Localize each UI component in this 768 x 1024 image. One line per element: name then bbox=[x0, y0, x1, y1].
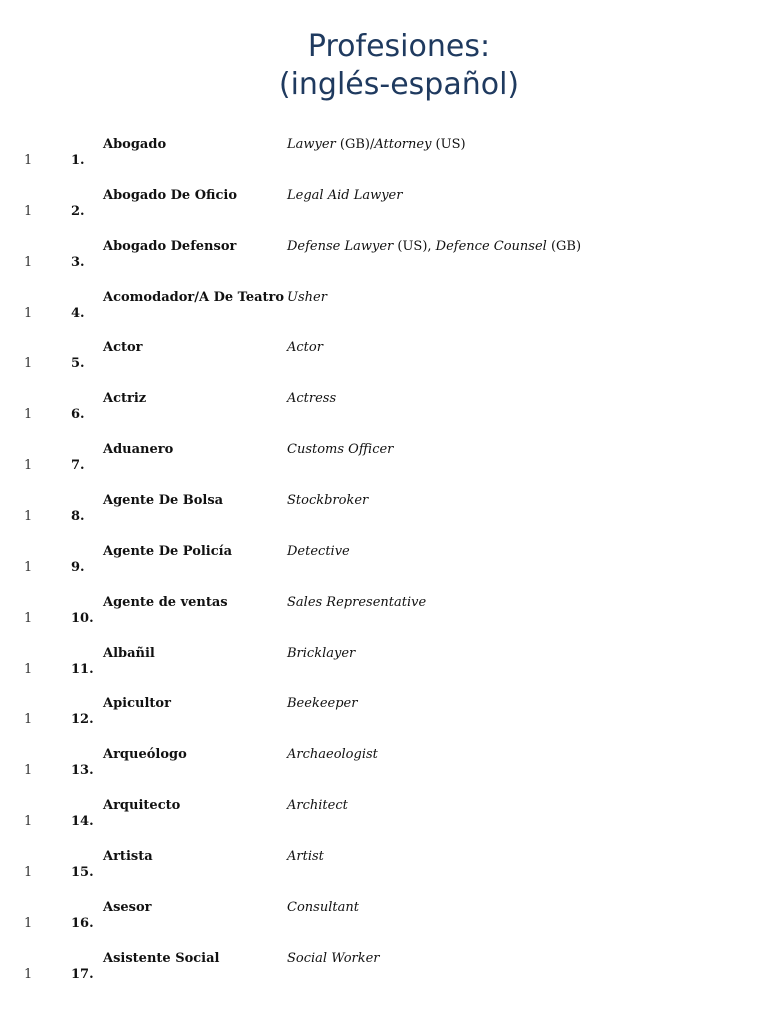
english-translation bbox=[287, 239, 581, 254]
list-item bbox=[0, 646, 768, 686]
spanish-term: Arquitecto bbox=[103, 798, 181, 814]
spanish-term: Acomodador/A De Teatro bbox=[103, 289, 285, 305]
margin-marker: 1 bbox=[24, 458, 33, 474]
list-item bbox=[0, 798, 768, 838]
english-translation bbox=[287, 798, 348, 813]
margin-marker: 1 bbox=[24, 559, 33, 575]
list-item bbox=[0, 493, 768, 533]
margin-marker: 1 bbox=[24, 864, 33, 880]
list-item bbox=[0, 595, 768, 635]
spanish-term: Aduanero bbox=[103, 442, 174, 458]
margin-marker: 1 bbox=[24, 305, 33, 321]
item-number: 10. bbox=[71, 610, 94, 626]
spanish-term: Artista bbox=[103, 848, 153, 864]
item-number: 7. bbox=[71, 458, 85, 474]
list-item bbox=[0, 188, 768, 228]
margin-marker: 1 bbox=[24, 203, 33, 219]
english-translation bbox=[287, 696, 357, 711]
margin-marker: 1 bbox=[24, 763, 33, 779]
spanish-term: Actor bbox=[103, 340, 143, 356]
translation-term: Consultant bbox=[287, 899, 359, 915]
item-number: 1. bbox=[71, 153, 85, 168]
english-translation bbox=[287, 646, 355, 661]
item-number: 8. bbox=[71, 508, 85, 524]
english-translation bbox=[287, 544, 350, 559]
margin-marker: 1 bbox=[24, 153, 33, 168]
list-item bbox=[0, 544, 768, 584]
item-number: 4. bbox=[71, 305, 85, 321]
item-number: 17. bbox=[71, 966, 94, 982]
english-translation bbox=[287, 747, 378, 762]
spanish-term: Agente de ventas bbox=[103, 594, 228, 610]
title-line-2: (inglés-español) bbox=[278, 67, 520, 102]
item-number: 5. bbox=[71, 356, 85, 372]
item-number: 6. bbox=[71, 407, 85, 423]
translation-term: Usher bbox=[287, 289, 327, 305]
region-note: (GB)/ bbox=[335, 137, 375, 152]
translation-term: Defence Counsel bbox=[435, 238, 547, 254]
translation-term: Archaeologist bbox=[287, 747, 378, 763]
english-translation bbox=[287, 391, 336, 406]
page-title bbox=[0, 28, 768, 104]
english-translation bbox=[287, 188, 402, 203]
spanish-term: Apicultor bbox=[103, 696, 171, 712]
item-number: 3. bbox=[71, 254, 85, 270]
translation-term: Customs Officer bbox=[287, 442, 394, 458]
list-item bbox=[0, 239, 768, 279]
margin-marker: 1 bbox=[24, 966, 33, 982]
margin-marker: 1 bbox=[24, 508, 33, 524]
spanish-term: Actriz bbox=[103, 391, 147, 407]
list-item bbox=[0, 696, 768, 736]
spanish-term: Abogado De Oficio bbox=[103, 187, 238, 203]
translation-term: Sales Representative bbox=[287, 594, 427, 610]
english-translation bbox=[287, 951, 380, 966]
margin-marker: 1 bbox=[24, 915, 33, 931]
list-item bbox=[0, 900, 768, 940]
item-number: 11. bbox=[71, 661, 94, 677]
item-number: 9. bbox=[71, 559, 85, 575]
translation-term: Detective bbox=[287, 543, 350, 559]
item-number: 12. bbox=[71, 712, 94, 728]
english-translation bbox=[287, 137, 466, 152]
translation-term: Actor bbox=[287, 340, 323, 356]
region-note: (GB) bbox=[546, 238, 582, 254]
margin-marker: 1 bbox=[24, 712, 33, 728]
spanish-term: Agente De Policía bbox=[103, 543, 233, 559]
list-item bbox=[0, 951, 768, 991]
english-translation bbox=[287, 442, 393, 457]
spanish-term: Agente De Bolsa bbox=[103, 492, 224, 508]
spanish-term: Abogado Defensor bbox=[103, 238, 237, 254]
list-item bbox=[0, 442, 768, 482]
margin-marker: 1 bbox=[24, 661, 33, 677]
margin-marker: 1 bbox=[24, 356, 33, 372]
translation-term: Stockbroker bbox=[287, 492, 369, 508]
list-item bbox=[0, 137, 768, 177]
translation-term: Bricklayer bbox=[287, 645, 356, 661]
english-translation bbox=[287, 290, 327, 305]
translation-term: Actress bbox=[287, 391, 337, 407]
margin-marker: 1 bbox=[24, 814, 33, 830]
english-translation bbox=[287, 493, 368, 508]
list-item bbox=[0, 747, 768, 787]
item-number: 16. bbox=[71, 915, 94, 931]
margin-marker: 1 bbox=[24, 254, 33, 270]
margin-marker: 1 bbox=[24, 610, 33, 626]
item-number: 13. bbox=[71, 763, 94, 779]
translation-term: Legal Aid Lawyer bbox=[287, 187, 403, 203]
english-translation bbox=[287, 849, 324, 864]
translation-term: Lawyer bbox=[287, 137, 336, 152]
spanish-term: Asistente Social bbox=[103, 950, 220, 966]
margin-marker: 1 bbox=[24, 407, 33, 423]
item-number: 14. bbox=[71, 814, 94, 830]
item-number: 2. bbox=[71, 203, 85, 219]
spanish-term: Asesor bbox=[103, 899, 152, 915]
region-note: (US) bbox=[431, 137, 466, 152]
translation-term: Beekeeper bbox=[287, 696, 358, 712]
english-translation bbox=[287, 595, 426, 610]
list-item bbox=[0, 340, 768, 380]
translation-term: Architect bbox=[287, 798, 348, 814]
spanish-term: Arqueólogo bbox=[103, 747, 187, 763]
english-translation bbox=[287, 340, 323, 355]
english-translation bbox=[287, 900, 359, 915]
translation-term: Defense Lawyer bbox=[287, 238, 394, 254]
item-number: 15. bbox=[71, 864, 94, 880]
list-item bbox=[0, 391, 768, 431]
spanish-term: Albañil bbox=[103, 645, 155, 661]
translation-term: Artist bbox=[287, 848, 324, 864]
list-item bbox=[0, 849, 768, 889]
region-note: (US), bbox=[393, 238, 436, 254]
translation-term: Attorney bbox=[374, 137, 432, 152]
spanish-term: Abogado bbox=[103, 137, 167, 152]
title-line-1: Profesiones: bbox=[307, 29, 491, 64]
list-item bbox=[0, 290, 768, 330]
translation-term: Social Worker bbox=[287, 950, 380, 966]
